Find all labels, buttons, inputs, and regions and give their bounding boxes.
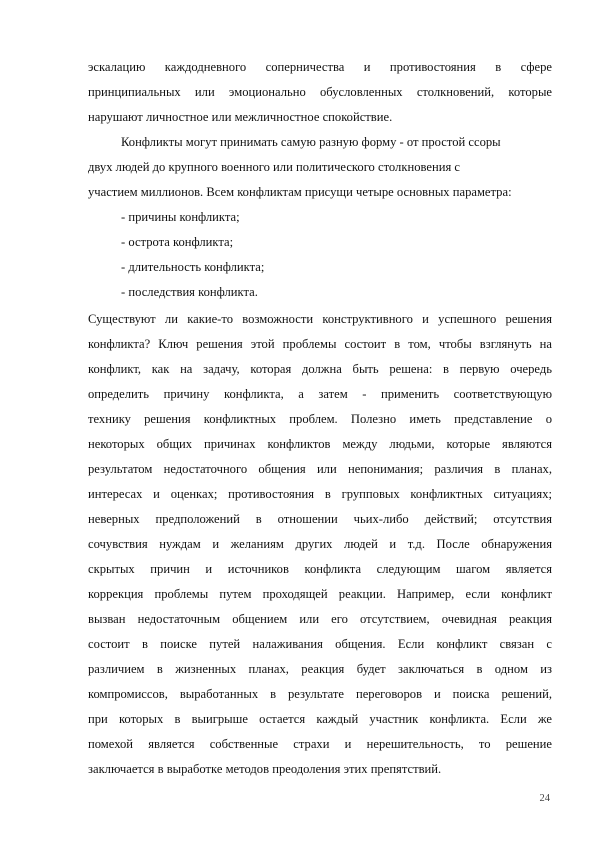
text-line: принципиальных или эмоционально обусловленных столкновений, которые <box>88 85 552 99</box>
list-item: - острота конфликта; <box>121 235 234 249</box>
text-line: участием миллионов. Всем конфликтам присущи четыре основных параметра: <box>88 185 512 199</box>
text-line: результатом недостаточного общения или непонимания; различия в планах, <box>88 462 552 476</box>
text-line: эскалацию каждодневного соперничества и противостояния в сфере <box>88 60 552 74</box>
text-line: некоторых общих причинах конфликтов между людьми, которые являются <box>88 437 552 451</box>
text-line: неверных предположений в отношении чьих-либо действий; отсутствия <box>88 512 552 526</box>
text-line: конфликт, как на задачу, которая должна быть решена: в первую очередь <box>88 362 552 376</box>
text-line: Конфликты могут принимать самую разную форму - от простой ссоры <box>121 135 501 149</box>
text-line: состоит в поиске путей налаживания общения. Если конфликт связан с <box>88 637 552 651</box>
text-line: технику решения конфликтных проблем. Полезно иметь представление о <box>88 412 552 426</box>
list-item: - последствия конфликта. <box>121 285 258 299</box>
text-line: коррекция проблемы путем проходящей реакции. Например, если конфликт <box>88 587 552 601</box>
text-line: нарушают личностное или межличностное спокойствие. <box>88 110 393 124</box>
text-line: определить причину конфликта, а затем - применить соответствующую <box>88 387 552 401</box>
list-item: - длительность конфликта; <box>121 260 265 274</box>
text-line: интересах и оценках; противостояния в групповых конфликтных ситуациях; <box>88 487 552 501</box>
text-line: скрытых причин и источников конфликта следующим шагом является <box>88 562 552 576</box>
text-line: вызван недостаточным общением или его отсутствием, очевидная реакция <box>88 612 552 626</box>
text-line: различием в жизненных планах, реакция будет заключаться в одном из <box>88 662 552 676</box>
text-line: при которых в выигрыше остается каждый участник конфликта. Если же <box>88 712 552 726</box>
text-line: помехой является собственные страхи и нерешительность, то решение <box>88 737 552 751</box>
text-line: двух людей до крупного военного или политического столкновения с <box>88 160 460 174</box>
page-number: 24 <box>539 793 550 804</box>
text-line: конфликта? Ключ решения этой проблемы состоит в том, чтобы взглянуть на <box>88 337 552 351</box>
text-line: сочувствия нуждам и желаниям других людей и т.д. После обнаружения <box>88 537 552 551</box>
text-line: Существуют ли какие-то возможности конструктивного и успешного решения <box>88 312 552 326</box>
text-line: компромиссов, выработанных в результате переговоров и поиска решений, <box>88 687 552 701</box>
text-line: заключается в выработке методов преодоления этих препятствий. <box>88 762 442 776</box>
list-item: - причины конфликта; <box>121 210 240 224</box>
